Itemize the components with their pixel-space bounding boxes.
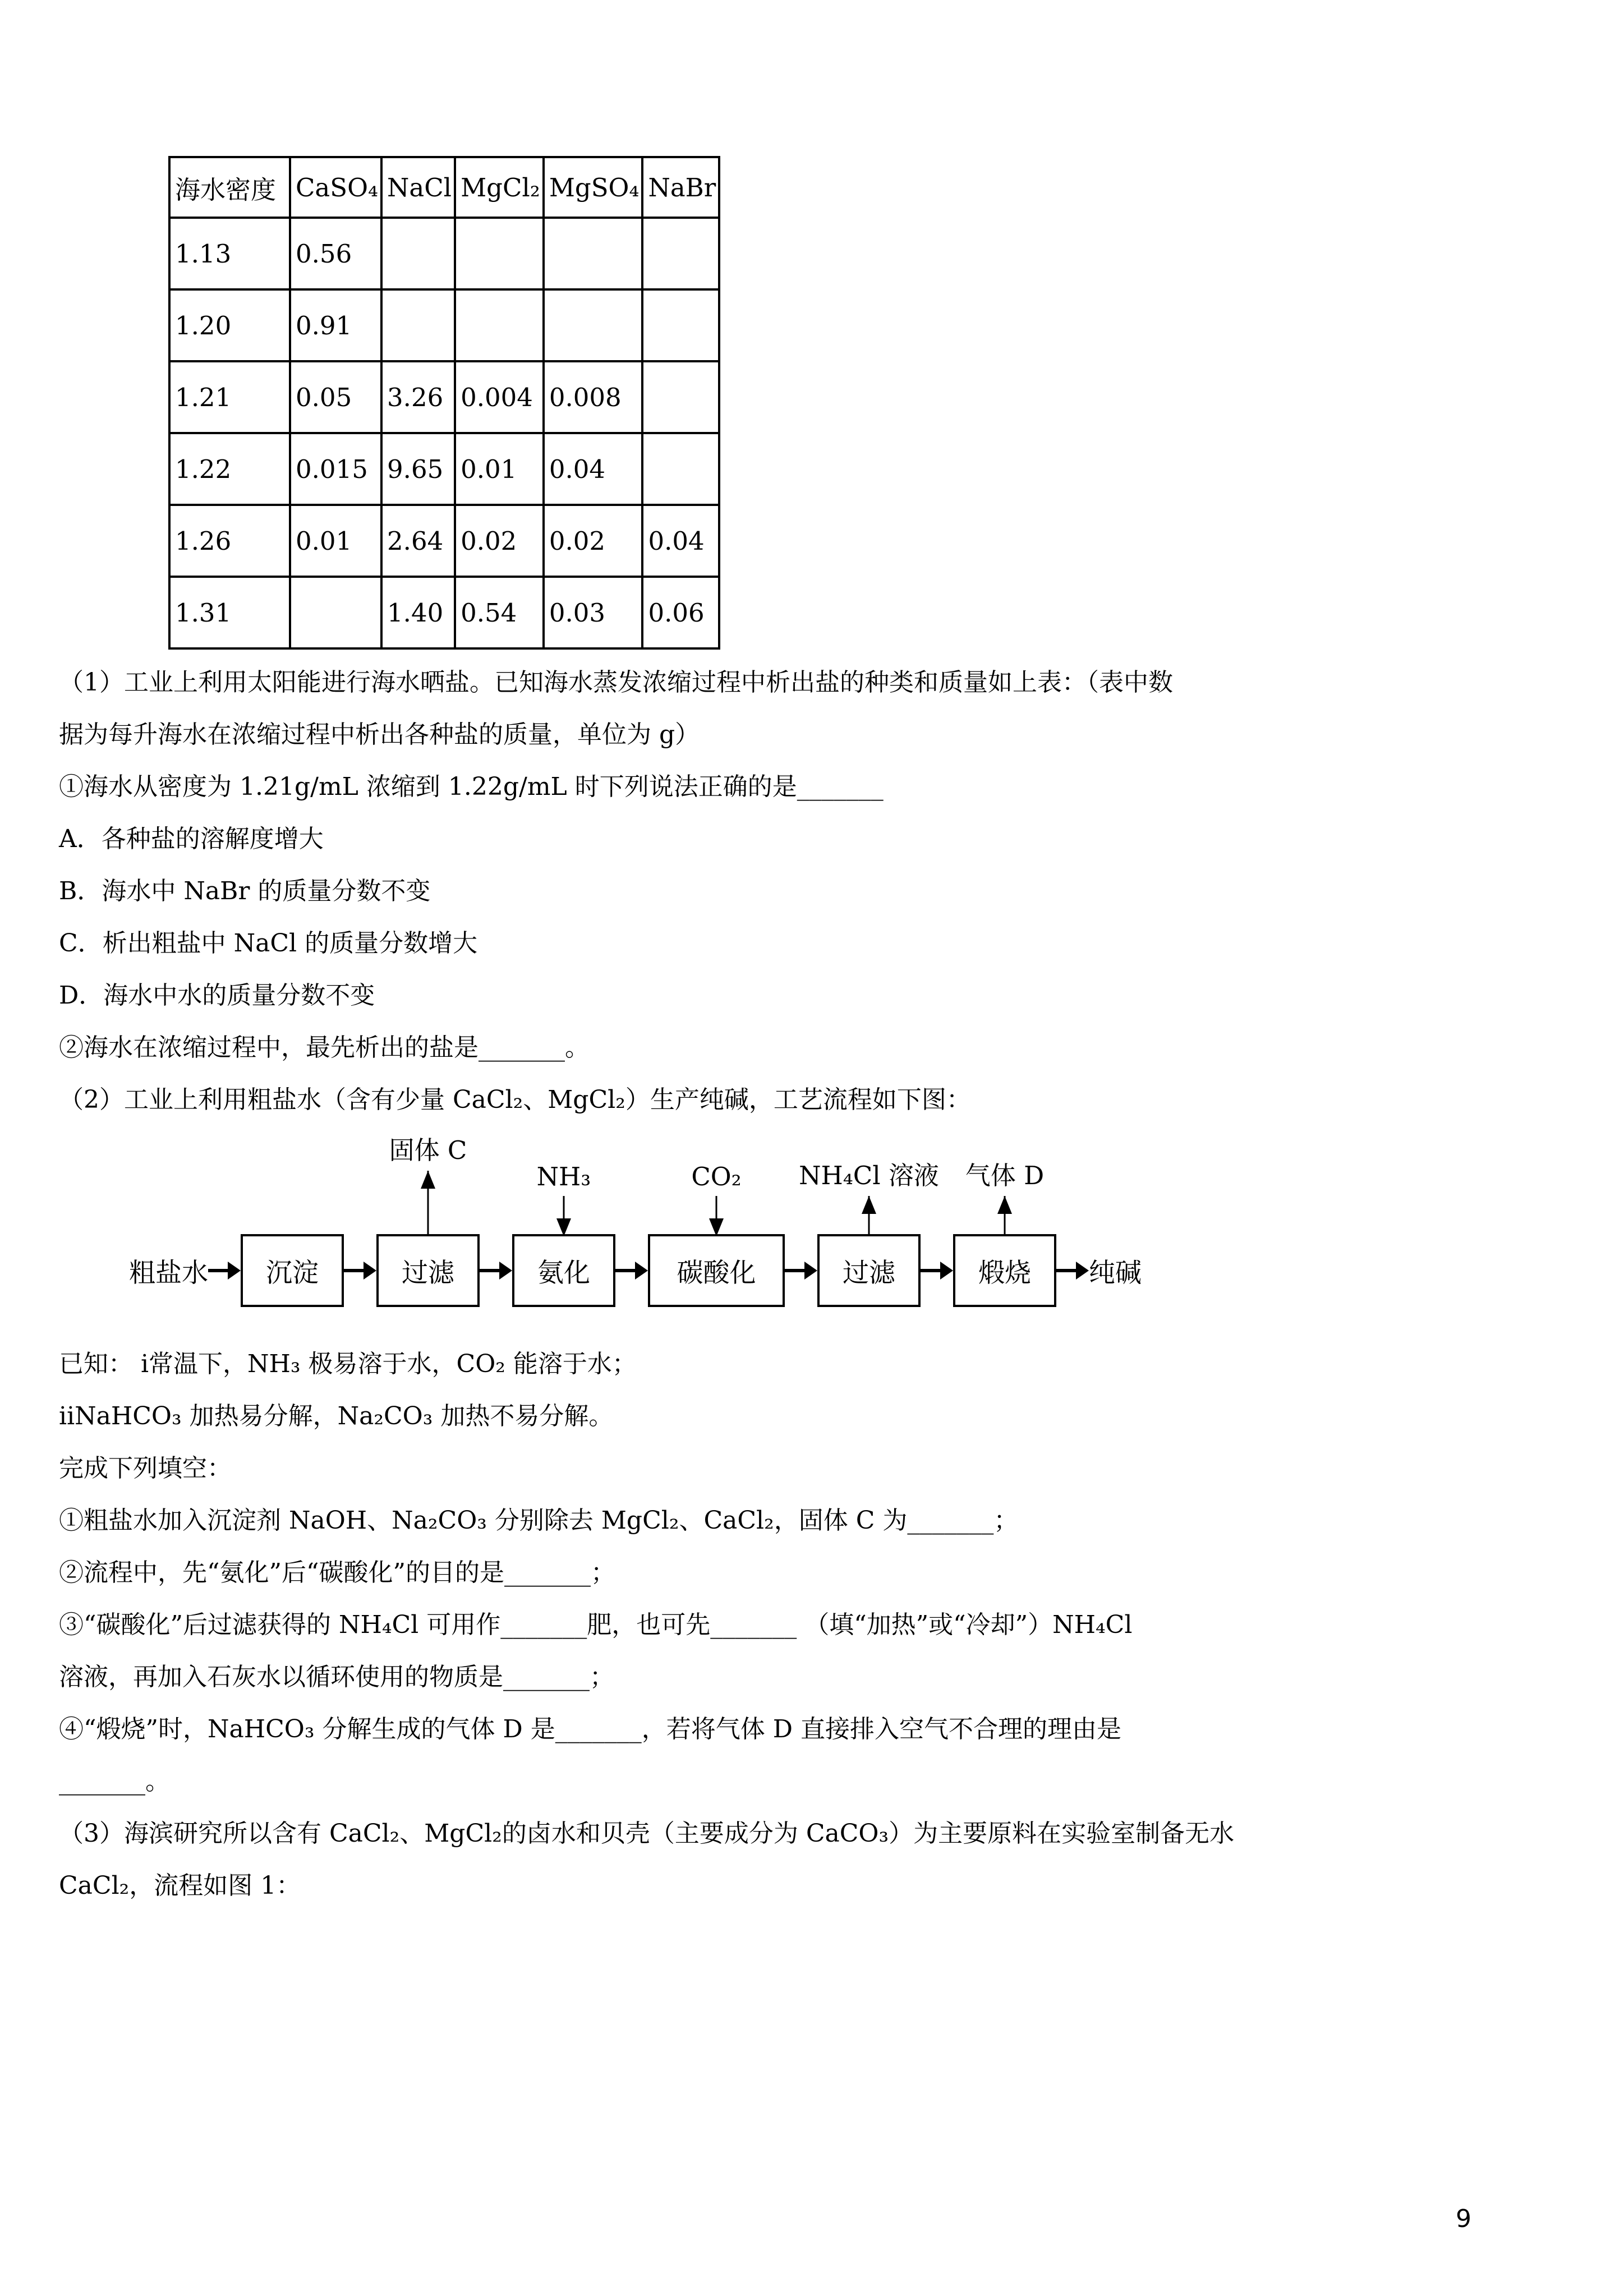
table-cell: 1.13 (169, 218, 290, 289)
flow-box-label: 煅烧 (978, 1257, 1031, 1289)
page-number: 9 (1456, 2205, 1471, 2233)
arrow-right-icon (921, 1262, 953, 1280)
table-cell: 1.31 (169, 577, 290, 648)
table-cell (455, 218, 544, 289)
flow-box-precipitate (241, 1234, 344, 1307)
option-c: C．析出粗盐中 NaCl 的质量分数增大 (59, 929, 478, 958)
table-cell: 3.26 (381, 361, 455, 433)
arrow-right-icon (208, 1262, 241, 1280)
table-cell: 0.56 (290, 218, 381, 289)
label-nh3: NH₃ (536, 1162, 591, 1191)
arrow-down-icon (709, 1218, 724, 1236)
table-cell: 0.004 (455, 361, 544, 433)
option-d: D．海水中水的质量分数不变 (59, 981, 375, 1010)
flow-box-label: 过滤 (843, 1257, 895, 1289)
table-header-cell: NaCl (381, 157, 455, 218)
table-cell: 0.04 (642, 505, 719, 577)
q2-blank2: ②流程中，先“氨化”后“碳酸化”的目的是_______； (59, 1558, 615, 1587)
table-cell (381, 218, 455, 289)
q1-sub2-question: ②海水在浓缩过程中，最先析出的盐是_______。 (59, 1033, 590, 1062)
table-cell (642, 361, 719, 433)
table-row (169, 218, 719, 289)
table-cell: 1.40 (381, 577, 455, 648)
q2-blank4-line2: _______。 (59, 1767, 170, 1796)
table-cell: 9.65 (381, 433, 455, 505)
table-cell: 0.008 (544, 361, 643, 433)
table-cell (642, 433, 719, 505)
flow-box-filter-1 (376, 1135, 480, 1307)
q2-blank3-line1: ③“碳酸化”后过滤获得的 NH₄Cl 可用作_______肥，也可先_______ （填“加热”或“冷却”）NH₄Cl (59, 1611, 1133, 1639)
table-cell: 0.02 (455, 505, 544, 577)
flow-box-filter-2 (799, 1161, 939, 1307)
table-cell (455, 289, 544, 361)
label-solid-c: 固体 C (389, 1135, 467, 1165)
table-cell (290, 577, 381, 648)
table-cell: 1.21 (169, 361, 290, 433)
table-cell: 0.02 (544, 505, 643, 577)
table-header-cell: CaSO₄ (290, 157, 381, 218)
table-cell (642, 218, 719, 289)
flow-box-carbonation (648, 1162, 785, 1307)
label-nh4cl-solution: NH₄Cl 溶液 (799, 1161, 939, 1190)
flow-box-label: 沉淀 (266, 1257, 319, 1289)
flow-row (129, 1135, 1565, 1307)
table-cell: 0.91 (290, 289, 381, 361)
table-header-cell: 海水密度 (169, 157, 290, 218)
table-row (169, 505, 719, 577)
flow-box-label: 过滤 (402, 1257, 454, 1289)
known-info-ii: ⅱNaHCO₃ 加热易分解，Na₂CO₃ 加热不易分解。 (59, 1402, 614, 1430)
table-cell (642, 289, 719, 361)
table-cell: 2.64 (381, 505, 455, 577)
table-row (169, 361, 719, 433)
table-cell: 0.03 (544, 577, 643, 648)
table-cell (381, 289, 455, 361)
table-cell: 0.06 (642, 577, 719, 648)
table-cell: 0.04 (544, 433, 643, 505)
table-cell: 0.015 (290, 433, 381, 505)
arrow-up-icon (862, 1196, 876, 1214)
page-content (0, 156, 1624, 1912)
process-flow-diagram (59, 1135, 1565, 1307)
flow-box-ammoniation (512, 1162, 615, 1307)
flow-output-label: 纯碱 (1089, 1257, 1142, 1289)
flow-input-label: 粗盐水 (129, 1257, 208, 1289)
table-header-cell: NaBr (642, 157, 719, 218)
q2-blank3-line2: 溶液，再加入石灰水以循环使用的物质是_______； (59, 1663, 614, 1691)
arrow-right-icon (615, 1262, 648, 1280)
q2-blank1: ①粗盐水加入沉淀剂 NaOH、Na₂CO₃ 分别除去 MgCl₂、CaCl₂，固体 C 为_______； (59, 1506, 1019, 1535)
q2-intro: （2）工业上利用粗盐水（含有少量 CaCl₂、MgCl₂）生产纯碱，工艺流程如下图： (59, 1085, 971, 1114)
table-cell: 0.05 (290, 361, 381, 433)
arrow-right-icon (1056, 1262, 1089, 1280)
table-row (169, 433, 719, 505)
table-row (169, 577, 719, 648)
fill-blanks-prompt: 完成下列填空： (59, 1454, 232, 1483)
arrow-down-icon (556, 1218, 571, 1236)
table-cell (544, 289, 643, 361)
table-cell: 0.01 (290, 505, 381, 577)
option-a: A．各种盐的溶解度增大 (59, 825, 324, 853)
known-info-i: 已知： ⅰ常温下，NH₃ 极易溶于水，CO₂ 能溶于水； (59, 1350, 637, 1378)
arrow-right-icon (785, 1262, 817, 1280)
label-co2: CO₂ (691, 1162, 742, 1191)
table-cell (544, 218, 643, 289)
q2-blank4-line1: ④“煅烧”时，NaHCO₃ 分解生成的气体 D 是_______，若将气体 D 直接排入空气不合理的理由是 (59, 1715, 1121, 1743)
flow-box-label: 氨化 (537, 1257, 590, 1289)
arrow-right-icon (344, 1262, 376, 1280)
arrow-up-icon (421, 1171, 435, 1189)
table-row (169, 289, 719, 361)
option-b: B．海水中 NaBr 的质量分数不变 (59, 877, 431, 905)
label-gas-d: 气体 D (965, 1161, 1045, 1190)
table-cell: 1.20 (169, 289, 290, 361)
q3-intro-line2: CaCl₂，流程如图 1： (59, 1871, 301, 1900)
table-cell: 0.54 (455, 577, 544, 648)
arrow-right-icon (480, 1262, 512, 1280)
arrow-up-icon (997, 1196, 1012, 1214)
table-cell: 1.22 (169, 433, 290, 505)
flow-box-calcination (953, 1161, 1056, 1307)
q1-sub1-question: ①海水从密度为 1.21g/mL 浓缩到 1.22g/mL 时下列说法正确的是_______ (59, 772, 884, 801)
table-cell: 0.01 (455, 433, 544, 505)
flow-box-label: 碳酸化 (677, 1257, 756, 1289)
q1-description-line1: （1）工业上利用太阳能进行海水晒盐。已知海水蒸发浓缩过程中析出盐的种类和质量如上表：（表中数 (59, 668, 1173, 697)
table-cell: 1.26 (169, 505, 290, 577)
q3-intro-line1: （3）海滨研究所以含有 CaCl₂、MgCl₂的卤水和贝壳（主要成分为 CaCO₃）为主要原料在实验室制备无水 (59, 1819, 1235, 1848)
table-header-cell: MgSO₄ (544, 157, 643, 218)
table-header-cell: MgCl₂ (455, 157, 544, 218)
table-header-row (169, 157, 719, 218)
q1-description-line2: 据为每升海水在浓缩过程中析出各种盐的质量，单位为 g） (59, 720, 700, 749)
salt-precipitation-table (168, 156, 720, 650)
